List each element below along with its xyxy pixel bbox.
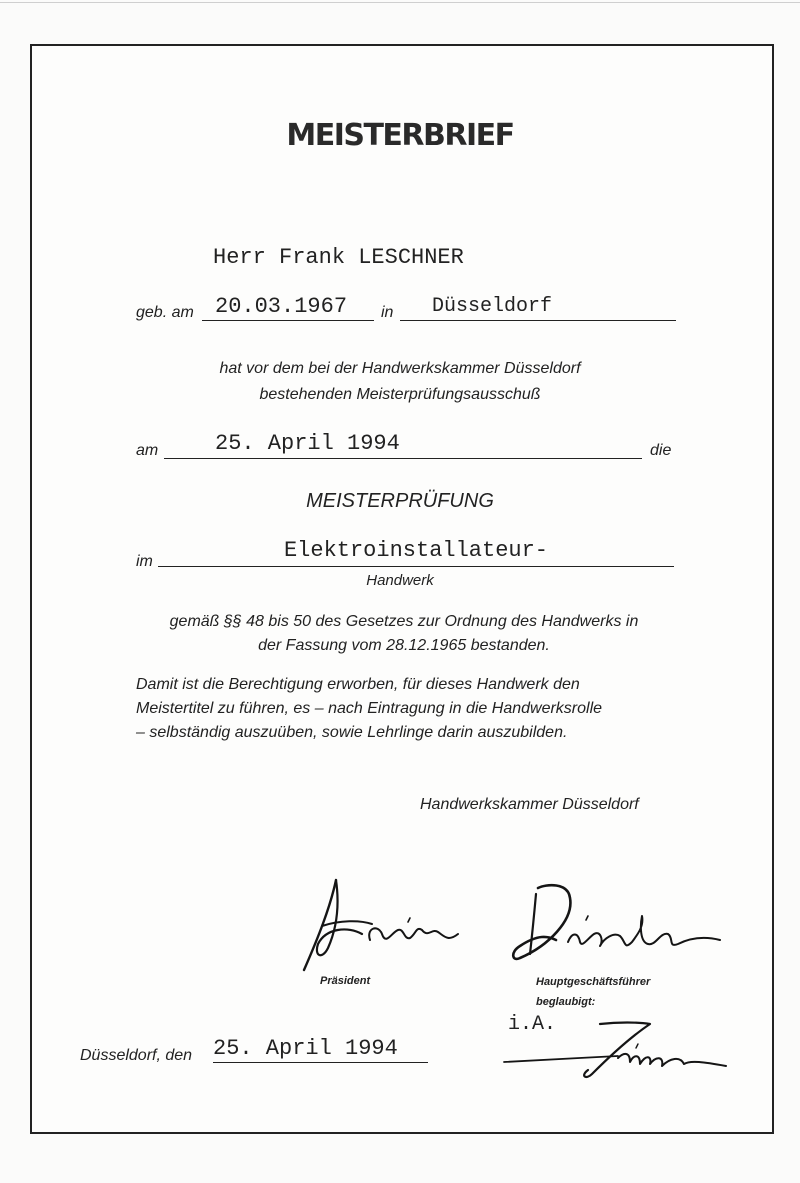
issuer-name: Handwerkskammer Düsseldorf bbox=[420, 796, 639, 813]
issue-date-underline bbox=[213, 1062, 428, 1063]
exam-date-underline bbox=[164, 458, 642, 459]
place-date-label: Düsseldorf, den bbox=[80, 1047, 193, 1064]
certificate-title: MEISTERBRIEF bbox=[286, 118, 514, 153]
managing-director-signature bbox=[508, 876, 728, 966]
certified-ia: i.A. bbox=[508, 1013, 557, 1036]
trade-suffix: Handwerk bbox=[366, 572, 434, 589]
president-title: Präsident bbox=[320, 975, 371, 987]
intro-line-2: bestehenden Meisterprüfungsausschuß bbox=[259, 386, 541, 403]
rights-line-3: – selbständig auszuüben, sowie Lehrlinge darin auszubilden. bbox=[136, 724, 568, 741]
holder-name: Herr Frank LESCHNER bbox=[213, 245, 464, 270]
birth-place-label: in bbox=[381, 304, 394, 321]
exam-date-value: 25. April 1994 bbox=[215, 431, 400, 456]
birth-date-value: 20.03.1967 bbox=[215, 294, 348, 319]
exam-date-label: am bbox=[136, 442, 159, 459]
birth-date-underline bbox=[202, 320, 374, 321]
exam-date-suffix: die bbox=[650, 442, 672, 459]
managing-director-title: Hauptgeschäftsführer bbox=[536, 976, 651, 988]
certification-signature bbox=[500, 1014, 740, 1084]
scan-top-edge bbox=[0, 2, 800, 3]
trade-label: im bbox=[136, 553, 153, 570]
law-line-2: der Fassung vom 28.12.1965 bestanden. bbox=[258, 637, 550, 654]
exam-title: MEISTERPRÜFUNG bbox=[306, 490, 494, 512]
trade-value: Elektroinstallateur- bbox=[283, 538, 549, 563]
president-signature bbox=[300, 868, 465, 978]
law-line-1: gemäß §§ 48 bis 50 des Gesetzes zur Ordnung des Handwerks in bbox=[169, 613, 639, 630]
rights-line-1: Damit ist die Berechtigung erworben, für dieses Handwerk den bbox=[136, 676, 580, 693]
trade-underline bbox=[158, 566, 674, 567]
issue-date-value: 25. April 1994 bbox=[213, 1036, 398, 1061]
certified-label: beglaubigt: bbox=[536, 996, 596, 1008]
birth-place-underline bbox=[400, 320, 676, 321]
rights-line-2: Meistertitel zu führen, es – nach Eintragung in die Handwerksrolle bbox=[136, 700, 603, 717]
birth-date-label: geb. am bbox=[136, 304, 194, 321]
intro-line-1: hat vor dem bei der Handwerkskammer Düsseldorf bbox=[219, 360, 581, 377]
birth-place-value: Düsseldorf bbox=[432, 295, 553, 318]
